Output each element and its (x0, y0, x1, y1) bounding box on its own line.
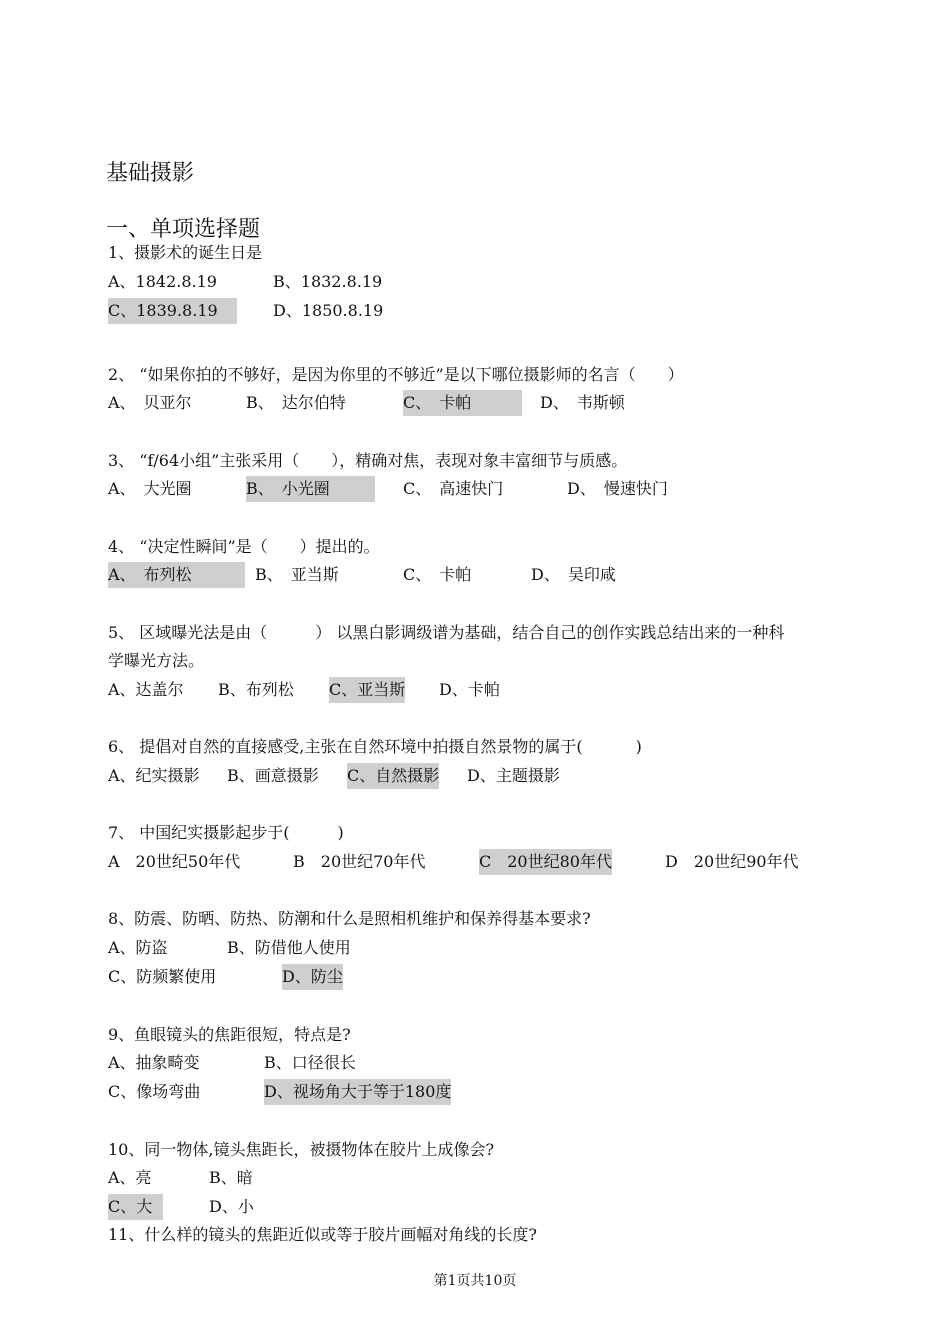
option-c: C、 卡帕 (403, 565, 472, 584)
option-d: D、 慢速快门 (567, 479, 668, 498)
option-b: B、防借他人使用 (227, 938, 351, 957)
page-footer: 第1页共10页 (433, 1273, 517, 1289)
question-text: 9、鱼眼镜头的焦距很短，特点是? (108, 1025, 351, 1044)
option-a: A、 大光圈 (108, 479, 192, 498)
question-8 (0, 906, 950, 932)
section-heading: 一、单项选择题 (106, 217, 261, 242)
question-7 (0, 820, 950, 846)
option-c: C、防频繁使用 (108, 967, 217, 986)
option-d-answer: D、视场角大于等于180度 (264, 1079, 451, 1105)
question-9-options-row2 (0, 1079, 950, 1105)
question-text: 2、 “如果你拍的不够好，是因为你里的不够近”是以下哪位摄影师的名言（ ） (108, 365, 684, 384)
question-1-options-row2 (0, 298, 950, 324)
question-text: 1、摄影术的诞生日是 (108, 243, 263, 262)
option-d: D、 吴印咸 (531, 565, 616, 584)
question-text: 7、 中国纪实摄影起步于( ) (108, 823, 344, 842)
option-a: A、 贝亚尔 (108, 393, 192, 412)
option-d: D、小 (209, 1197, 254, 1216)
question-text: 8、防震、防晒、防热、防潮和什么是照相机维护和保养得基本要求? (108, 909, 591, 928)
option-c-answer: C、自然摄影 (347, 763, 439, 789)
option-b: B 20世纪70年代 (293, 852, 426, 871)
question-9-options-row1 (0, 1050, 950, 1076)
question-7-options (0, 849, 950, 875)
question-5 (0, 620, 950, 646)
question-5-options (0, 677, 950, 703)
question-4 (0, 534, 950, 560)
option-d: D、1850.8.19 (273, 301, 384, 320)
option-b: B、 达尔伯特 (246, 393, 346, 412)
option-a-answer: A、 布列松 (108, 562, 245, 588)
option-b: B、布列松 (218, 680, 294, 699)
option-c-answer: C 20世纪80年代 (479, 849, 612, 875)
option-c-answer: C、大 (108, 1194, 163, 1220)
question-1 (0, 240, 950, 266)
question-11 (0, 1222, 950, 1248)
question-text: 11、什么样的镜头的焦距近似或等于胶片画幅对角线的长度? (108, 1225, 537, 1244)
question-text: 5、 区域曝光法是由（ ） 以黑白影调级谱为基础，结合自己的创作实践总结出来的一种科 (108, 623, 785, 642)
option-c: C、 高速快门 (403, 479, 504, 498)
question-8-options-row2 (0, 964, 950, 990)
option-a: A、抽象畸变 (108, 1053, 200, 1072)
option-d: D、主题摄影 (467, 766, 560, 785)
question-10 (0, 1137, 950, 1163)
option-a: A、防盗 (108, 938, 168, 957)
question-3 (0, 448, 950, 474)
option-c: C、像场弯曲 (108, 1082, 201, 1101)
option-d: D 20世纪90年代 (665, 852, 799, 871)
question-10-options-row1 (0, 1165, 950, 1191)
option-a: A、亮 (108, 1168, 152, 1187)
question-10-options-row2 (0, 1194, 950, 1220)
question-5-continued (0, 648, 950, 674)
option-b: B、1832.8.19 (273, 272, 383, 291)
option-b: B、暗 (209, 1168, 253, 1187)
option-c-answer: C、1839.8.19 (108, 298, 237, 324)
question-2 (0, 362, 950, 388)
question-8-options-row1 (0, 935, 950, 961)
option-b: B、口径很长 (264, 1053, 356, 1072)
question-1-options-row1 (0, 269, 950, 295)
option-b: B、 亚当斯 (255, 565, 339, 584)
document-title: 基础摄影 (106, 161, 195, 186)
question-text: 10、同一物体,镜头焦距长，被摄物体在胶片上成像会? (108, 1140, 495, 1159)
question-text: 4、 “决定性瞬间”是（ ）提出的。 (108, 537, 380, 556)
option-c-answer: C、 卡帕 (403, 390, 522, 416)
option-a: A、达盖尔 (108, 680, 184, 699)
option-d: D、 韦斯顿 (540, 393, 625, 412)
option-a: A、纪实摄影 (108, 766, 200, 785)
question-2-options (0, 390, 950, 416)
question-6 (0, 734, 950, 760)
question-4-options (0, 562, 950, 588)
option-d-answer: D、防尘 (282, 964, 343, 990)
question-text-continued: 学曝光方法。 (108, 651, 205, 670)
question-3-options (0, 476, 950, 502)
question-6-options (0, 763, 950, 789)
option-c-answer: C、亚当斯 (329, 677, 405, 703)
option-b: B、画意摄影 (227, 766, 319, 785)
question-text: 6、 提倡对自然的直接感受,主张在自然环境中拍摄自然景物的属于( ) (108, 737, 642, 756)
question-text: 3、 “f/64小组”主张采用（ ），精确对焦，表现对象丰富细节与质感。 (108, 451, 628, 470)
option-a: A 20世纪50年代 (108, 852, 241, 871)
question-9 (0, 1022, 950, 1048)
option-d: D、卡帕 (439, 680, 500, 699)
option-b-answer: B、 小光圈 (246, 476, 375, 502)
option-a: A、1842.8.19 (108, 272, 217, 291)
